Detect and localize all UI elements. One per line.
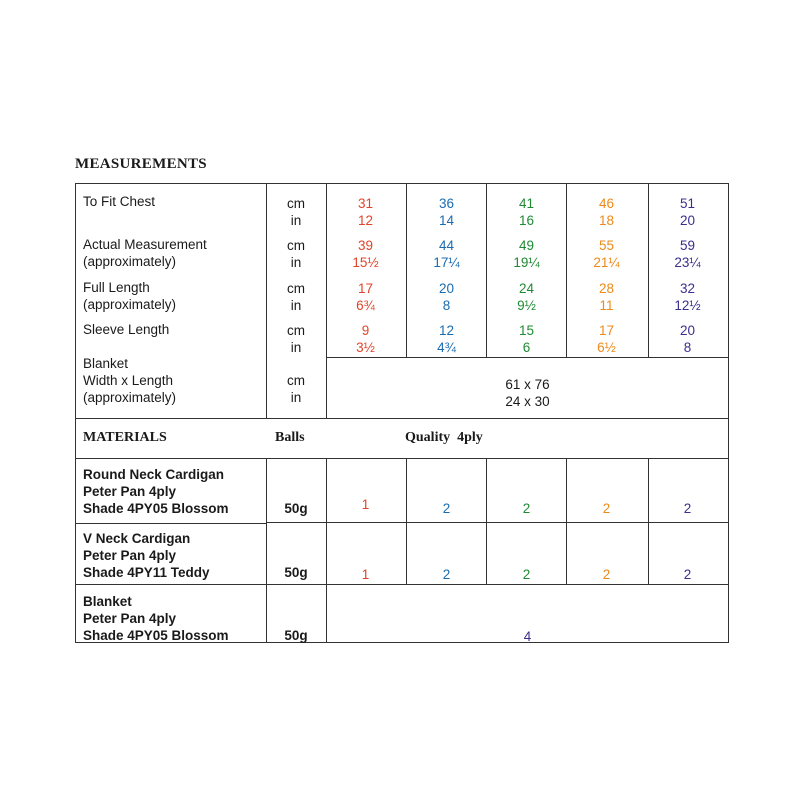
unit-in: in <box>290 298 302 313</box>
unit-cm: cm <box>287 238 305 253</box>
value-cell: 16 <box>518 213 535 228</box>
ball-count: 2 <box>442 501 451 516</box>
unit-cm: cm <box>287 196 305 211</box>
value-cell: 9½ <box>517 298 536 313</box>
value-cell: 23¼ <box>674 255 701 270</box>
unit-cm: cm <box>287 323 305 338</box>
value-cell: 20 <box>679 213 696 228</box>
value-cell: 8 <box>683 340 692 355</box>
row-label-sleeve-length: Sleeve Length <box>83 322 170 337</box>
unit-in: in <box>290 390 302 405</box>
value-cell: 6½ <box>597 340 616 355</box>
value-cell: 51 <box>679 196 696 211</box>
value-cell: 20 <box>679 323 696 338</box>
value-cell: 17¼ <box>433 255 460 270</box>
value-cell: 24 <box>518 281 535 296</box>
value-cell: 20 <box>438 281 455 296</box>
value-cell: 36 <box>438 196 455 211</box>
value-cell: 14 <box>438 213 455 228</box>
unit-cm: cm <box>287 373 305 388</box>
ball-count: 2 <box>522 501 531 516</box>
measurements-materials-table <box>75 183 729 643</box>
ball-weight: 50g <box>284 565 308 580</box>
value-cell: 19¼ <box>513 255 540 270</box>
ball-weight: 50g <box>284 628 308 643</box>
ball-count: 1 <box>361 567 370 582</box>
ball-count: 2 <box>442 567 451 582</box>
value-cell: 15½ <box>352 255 379 270</box>
value-cell: 12 <box>357 213 374 228</box>
blanket-size-in: 24 x 30 <box>505 394 550 409</box>
ball-count: 2 <box>683 567 692 582</box>
row-label-full-length: Full Length <box>83 280 150 295</box>
value-cell: 46 <box>598 196 615 211</box>
value-cell: 18 <box>598 213 615 228</box>
row-label-blanket: Blanket <box>83 356 129 371</box>
quality-header: Quality 4ply <box>405 430 483 445</box>
value-cell: 9 <box>361 323 370 338</box>
ball-count: 2 <box>602 567 611 582</box>
ball-count: 2 <box>522 567 531 582</box>
unit-in: in <box>290 255 302 270</box>
unit-in: in <box>290 340 302 355</box>
row-label-to-fit-chest: To Fit Chest <box>83 194 156 209</box>
row-label-width-length: Width x Length <box>83 373 174 388</box>
value-cell: 39 <box>357 238 374 253</box>
value-cell: 28 <box>598 281 615 296</box>
value-cell: 17 <box>357 281 374 296</box>
blanket-size-cm: 61 x 76 <box>505 377 550 392</box>
ball-count: 1 <box>361 497 370 512</box>
value-cell: 41 <box>518 196 535 211</box>
value-cell: 12 <box>438 323 455 338</box>
ball-weight: 50g <box>284 501 308 516</box>
materials-title: MATERIALS <box>83 430 167 445</box>
material-yarn: Peter Pan 4ply <box>83 611 177 626</box>
value-cell: 12½ <box>674 298 701 313</box>
value-cell: 6 <box>522 340 531 355</box>
value-cell: 31 <box>357 196 374 211</box>
value-cell: 44 <box>438 238 455 253</box>
measurements-title: MEASUREMENTS <box>75 156 207 172</box>
value-cell: 8 <box>442 298 451 313</box>
ball-count: 2 <box>683 501 692 516</box>
value-cell: 11 <box>599 298 614 313</box>
row-label-approx: (approximately) <box>83 254 177 269</box>
value-cell: 3½ <box>356 340 375 355</box>
balls-header: Balls <box>275 430 305 445</box>
value-cell: 6¾ <box>356 298 375 313</box>
material-yarn: Peter Pan 4ply <box>83 484 177 499</box>
value-cell: 4¾ <box>437 340 456 355</box>
row-label-approx: (approximately) <box>83 390 177 405</box>
ball-count: 4 <box>523 629 532 644</box>
value-cell: 59 <box>679 238 696 253</box>
material-shade: Shade 4PY05 Blossom <box>83 501 229 516</box>
material-shade: Shade 4PY11 Teddy <box>83 565 210 580</box>
material-yarn: Peter Pan 4ply <box>83 548 177 563</box>
row-label-approx: (approximately) <box>83 297 177 312</box>
material-name: V Neck Cardigan <box>83 531 191 546</box>
value-cell: 55 <box>598 238 615 253</box>
unit-cm: cm <box>287 281 305 296</box>
value-cell: 15 <box>518 323 535 338</box>
value-cell: 49 <box>518 238 535 253</box>
material-shade: Shade 4PY05 Blossom <box>83 628 229 643</box>
value-cell: 21¼ <box>593 255 620 270</box>
material-name: Blanket <box>83 594 132 609</box>
material-name: Round Neck Cardigan <box>83 467 225 482</box>
value-cell: 32 <box>679 281 696 296</box>
value-cell: 17 <box>598 323 615 338</box>
unit-in: in <box>290 213 302 228</box>
row-label-actual-measurement: Actual Measurement <box>83 237 207 252</box>
ball-count: 2 <box>602 501 611 516</box>
